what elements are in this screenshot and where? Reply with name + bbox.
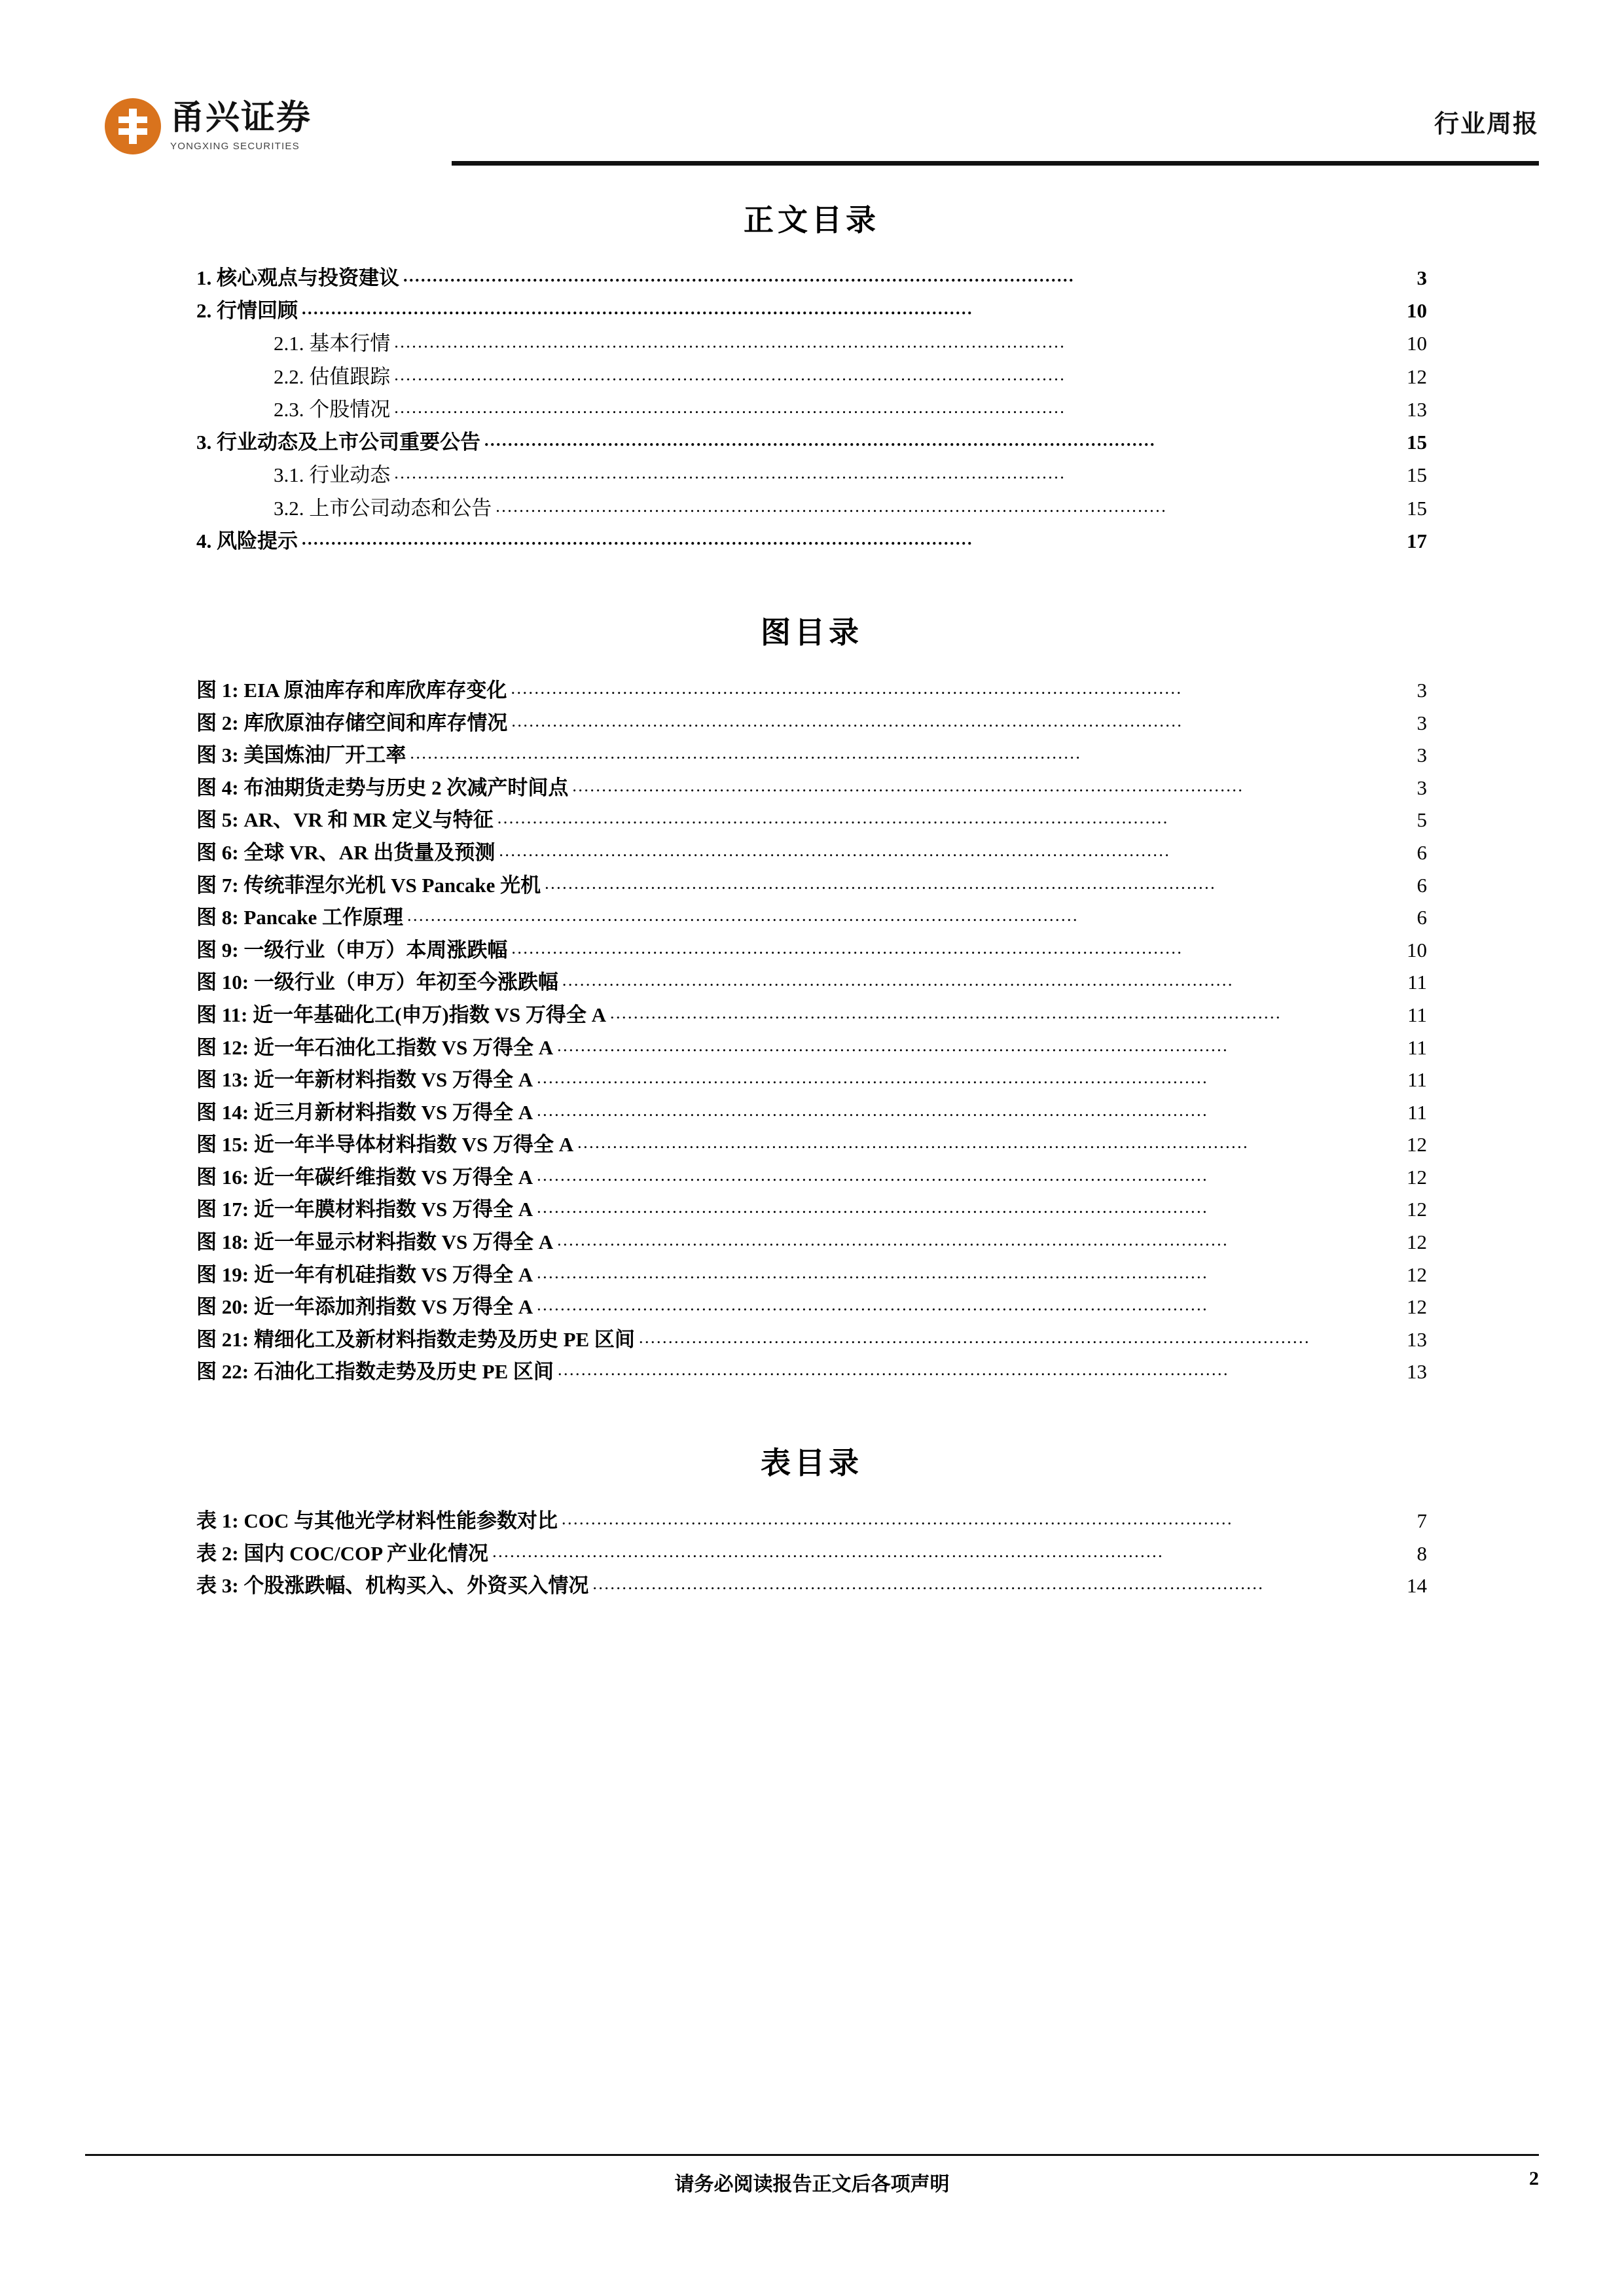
toc-entry-label: 3. 行业动态及上市公司重要公告: [196, 431, 480, 454]
toc-figure-entry[interactable]: [196, 901, 1427, 934]
toc-entry-page: 3: [1416, 711, 1427, 734]
toc-figure-entry[interactable]: [196, 772, 1427, 804]
page-footer: [85, 2154, 1539, 2198]
toc-leader-dots: ..................................................................................................................: [511, 938, 1183, 958]
toc-entry[interactable]: [196, 393, 1427, 426]
toc-leader-dots: ..................................................................................................................: [492, 1541, 1164, 1561]
toc-entry-page: 6: [1416, 840, 1427, 864]
toc-figure-entry[interactable]: [196, 674, 1427, 707]
toc-figure-entry[interactable]: [196, 999, 1427, 1031]
toc-entry-page: 17: [1407, 529, 1427, 552]
toc-entry[interactable]: [196, 262, 1427, 295]
header-divider: [452, 161, 1539, 166]
toc-entry-label: 图 12: 近一年石油化工指数 VS 万得全 A: [196, 1035, 554, 1059]
toc-entry-page: 12: [1407, 1263, 1427, 1286]
toc-leader-dots: ..................................................................................................................: [302, 529, 973, 548]
toc-entry-label: 3.2. 上市公司动态和公告: [274, 496, 492, 520]
toc-leader-dots: ..................................................................................................................: [545, 873, 1217, 893]
toc-entry-page: 13: [1407, 1327, 1427, 1351]
toc-entry-page: 3: [1416, 678, 1427, 702]
toc-figure-entry[interactable]: [196, 707, 1427, 740]
toc-entry-label: 表 2: 国内 COC/COP 产业化情况: [196, 1541, 489, 1565]
toc-entry-label: 图 2: 库欣原油存储空间和库存情况: [196, 711, 508, 734]
toc-leader-dots: ..................................................................................................................: [557, 1230, 1229, 1250]
toc-entry-page: 10: [1407, 332, 1427, 355]
toc-entry-page: 6: [1416, 906, 1427, 929]
footer-page-number: 2: [1529, 2168, 1539, 2189]
toc-leader-dots: ..................................................................................................................: [403, 266, 1075, 286]
toc-entry-label: 图 14: 近三月新材料指数 VS 万得全 A: [196, 1100, 533, 1124]
toc-entry-label: 图 20: 近一年添加剂指数 VS 万得全 A: [196, 1295, 533, 1319]
toc-entry-page: 6: [1416, 873, 1427, 897]
toc-entry-label: 图 4: 布油期货走势与历史 2 次减产时间点: [196, 776, 569, 799]
toc-entry-page: 11: [1407, 971, 1427, 994]
toc-entry-page: 5: [1416, 808, 1427, 832]
toc-leader-dots: ..................................................................................................................: [410, 744, 1082, 763]
toc-figures-section: [196, 609, 1427, 1388]
toc-entry-page: 15: [1407, 431, 1427, 454]
toc-entry-page: 3: [1416, 776, 1427, 799]
toc-tables-section: [196, 1439, 1427, 1602]
toc-entry-label: 图 16: 近一年碳纤维指数 VS 万得全 A: [196, 1165, 533, 1189]
toc-leader-dots: ..................................................................................................................: [557, 1035, 1229, 1055]
toc-entry-page: 12: [1407, 1133, 1427, 1157]
toc-entry-page: 11: [1407, 1035, 1427, 1059]
footer-disclaimer: 请务必阅读报告正文后各项声明: [674, 2174, 950, 2195]
toc-leader-dots: ..................................................................................................................: [537, 1263, 1209, 1282]
toc-figure-entry[interactable]: [196, 1323, 1427, 1356]
toc-figure-entry[interactable]: [196, 1259, 1427, 1291]
toc-entry-label: 图 22: 石油化工指数走势及历史 PE 区间: [196, 1360, 554, 1384]
toc-leader-dots: ..................................................................................................................: [537, 1295, 1209, 1315]
toc-figure-entry[interactable]: [196, 1064, 1427, 1096]
toc-entry-label: 图 19: 近一年有机硅指数 VS 万得全 A: [196, 1263, 533, 1286]
toc-leader-dots: ..................................................................................................................: [537, 1100, 1209, 1120]
toc-entry-page: 8: [1416, 1541, 1427, 1565]
toc-leader-dots: ..................................................................................................................: [577, 1133, 1250, 1153]
toc-entry-page: 10: [1407, 299, 1427, 323]
toc-figure-entry[interactable]: [196, 1193, 1427, 1226]
toc-entry-page: 11: [1407, 1068, 1427, 1092]
toc-leader-dots: ..................................................................................................................: [511, 711, 1183, 730]
toc-entry-page: 15: [1407, 496, 1427, 520]
toc-figure-entry[interactable]: [196, 869, 1427, 902]
toc-table-entry[interactable]: [196, 1505, 1427, 1537]
toc-figure-entry[interactable]: [196, 1128, 1427, 1161]
toc-entry-label: 图 10: 一级行业（申万）年初至今涨跌幅: [196, 971, 558, 994]
toc-figure-entry[interactable]: [196, 1031, 1427, 1064]
toc-entry-label: 图 15: 近一年半导体材料指数 VS 万得全 A: [196, 1133, 574, 1157]
toc-entry-label: 2. 行情回顾: [196, 299, 298, 323]
toc-entry[interactable]: [196, 525, 1427, 558]
brand-text: [170, 101, 312, 152]
toc-entry-page: 13: [1407, 1360, 1427, 1384]
toc-entry-page: 12: [1407, 1165, 1427, 1189]
toc-figure-entry[interactable]: [196, 966, 1427, 999]
toc-entry-label: 图 17: 近一年膜材料指数 VS 万得全 A: [196, 1198, 533, 1221]
toc-entry-label: 图 7: 传统菲涅尔光机 VS Pancake 光机: [196, 873, 541, 897]
toc-leader-dots: ..................................................................................................................: [394, 463, 1066, 483]
brand-logo: [105, 98, 312, 154]
toc-entry[interactable]: [196, 426, 1427, 459]
page-content: [196, 196, 1427, 1613]
footer-divider: [85, 2154, 1539, 2156]
toc-entry-label: 表 3: 个股涨跌幅、机构买入、外资买入情况: [196, 1574, 589, 1598]
brand-name-en: YONGXING SECURITIES: [170, 140, 300, 152]
toc-entry-label: 2.1. 基本行情: [274, 332, 391, 355]
toc-figure-entry[interactable]: [196, 934, 1427, 967]
toc-entry-label: 图 11: 近一年基础化工(申万)指数 VS 万得全 A: [196, 1003, 607, 1026]
toc-leader-dots: ..................................................................................................................: [497, 808, 1169, 828]
toc-leader-dots: ..................................................................................................................: [638, 1327, 1310, 1347]
toc-entry-label: 图 9: 一级行业（申万）本周涨跌幅: [196, 938, 508, 961]
toc-entry-label: 图 3: 美国炼油厂开工率: [196, 744, 406, 767]
toc-figure-entry[interactable]: [196, 1096, 1427, 1129]
toc-figures-title: 图目录: [761, 615, 863, 649]
page-header: [85, 98, 1539, 177]
toc-entry-label: 图 5: AR、VR 和 MR 定义与特征: [196, 808, 494, 832]
toc-entry-page: 3: [1416, 744, 1427, 767]
toc-main-section: [196, 196, 1427, 558]
toc-leader-dots: ..................................................................................................................: [537, 1198, 1209, 1217]
toc-entry-page: 12: [1407, 1230, 1427, 1254]
toc-leader-dots: ..................................................................................................................: [537, 1165, 1209, 1185]
toc-entry[interactable]: [196, 361, 1427, 393]
toc-leader-dots: ..................................................................................................................: [592, 1574, 1265, 1594]
toc-leader-dots: ..................................................................................................................: [511, 678, 1183, 698]
toc-leader-dots: ..................................................................................................................: [484, 431, 1156, 450]
toc-leader-dots: ..................................................................................................................: [394, 365, 1066, 384]
toc-entry-label: 图 21: 精细化工及新材料指数走势及历史 PE 区间: [196, 1327, 635, 1351]
toc-entry[interactable]: [196, 327, 1427, 360]
toc-entry-label: 2.3. 个股情况: [274, 397, 391, 421]
toc-leader-dots: ..................................................................................................................: [394, 397, 1066, 417]
toc-entry[interactable]: [196, 492, 1427, 525]
toc-leader-dots: ..................................................................................................................: [537, 1068, 1209, 1088]
toc-entry-page: 15: [1407, 463, 1427, 487]
toc-entry-page: 12: [1407, 365, 1427, 388]
toc-figure-entry[interactable]: [196, 1355, 1427, 1388]
toc-figure-entry[interactable]: [196, 739, 1427, 772]
toc-leader-dots: ..................................................................................................................: [561, 1509, 1233, 1529]
toc-entry-page: 7: [1416, 1509, 1427, 1533]
toc-entry-page: 12: [1407, 1295, 1427, 1319]
toc-figure-entry[interactable]: [196, 804, 1427, 836]
toc-figure-entry[interactable]: [196, 1291, 1427, 1323]
toc-entry-page: 11: [1407, 1100, 1427, 1124]
toc-leader-dots: ..................................................................................................................: [610, 1003, 1282, 1022]
toc-entry-page: 12: [1407, 1198, 1427, 1221]
toc-leader-dots: ..................................................................................................................: [572, 776, 1244, 795]
toc-figure-entry[interactable]: [196, 1161, 1427, 1194]
yongxing-logo-icon: [105, 98, 161, 154]
toc-entry-label: 4. 风险提示: [196, 529, 298, 552]
toc-leader-dots: ..................................................................................................................: [499, 840, 1171, 860]
toc-entry-label: 图 8: Pancake 工作原理: [196, 906, 404, 929]
toc-entry-label: 图 6: 全球 VR、AR 出货量及预测: [196, 840, 496, 864]
toc-entry-page: 13: [1407, 397, 1427, 421]
toc-leader-dots: ..................................................................................................................: [496, 496, 1168, 516]
toc-entry-page: 10: [1407, 938, 1427, 961]
toc-table-entry[interactable]: [196, 1570, 1427, 1602]
toc-entry-page: 11: [1407, 1003, 1427, 1026]
toc-entry-label: 表 1: COC 与其他光学材料性能参数对比: [196, 1509, 558, 1533]
toc-entry-label: 2.2. 估值跟踪: [274, 365, 391, 388]
toc-figure-entry[interactable]: [196, 1226, 1427, 1259]
toc-leader-dots: ..................................................................................................................: [302, 299, 973, 319]
toc-table-entry[interactable]: [196, 1537, 1427, 1570]
toc-leader-dots: ..................................................................................................................: [557, 1360, 1229, 1380]
toc-leader-dots: ..................................................................................................................: [407, 906, 1079, 925]
toc-entry-label: 图 13: 近一年新材料指数 VS 万得全 A: [196, 1068, 533, 1092]
document-type-label: 行业周报: [1434, 111, 1539, 138]
toc-leader-dots: ..................................................................................................................: [394, 332, 1066, 351]
toc-entry-label: 1. 核心观点与投资建议: [196, 266, 399, 289]
toc-entry[interactable]: [196, 459, 1427, 492]
toc-figure-entry[interactable]: [196, 836, 1427, 869]
toc-tables-title: 表目录: [761, 1446, 863, 1480]
toc-leader-dots: ..................................................................................................................: [562, 971, 1234, 990]
toc-entry[interactable]: [196, 295, 1427, 327]
brand-name-cn: 甬兴证券: [170, 99, 312, 137]
toc-entry-label: 3.1. 行业动态: [274, 463, 391, 487]
toc-entry-page: 3: [1416, 266, 1427, 289]
toc-entry-label: 图 1: EIA 原油库存和库欣库存变化: [196, 678, 507, 702]
toc-entry-label: 图 18: 近一年显示材料指数 VS 万得全 A: [196, 1230, 554, 1254]
toc-main-title: 正文目录: [744, 204, 880, 237]
toc-entry-page: 14: [1407, 1574, 1427, 1598]
